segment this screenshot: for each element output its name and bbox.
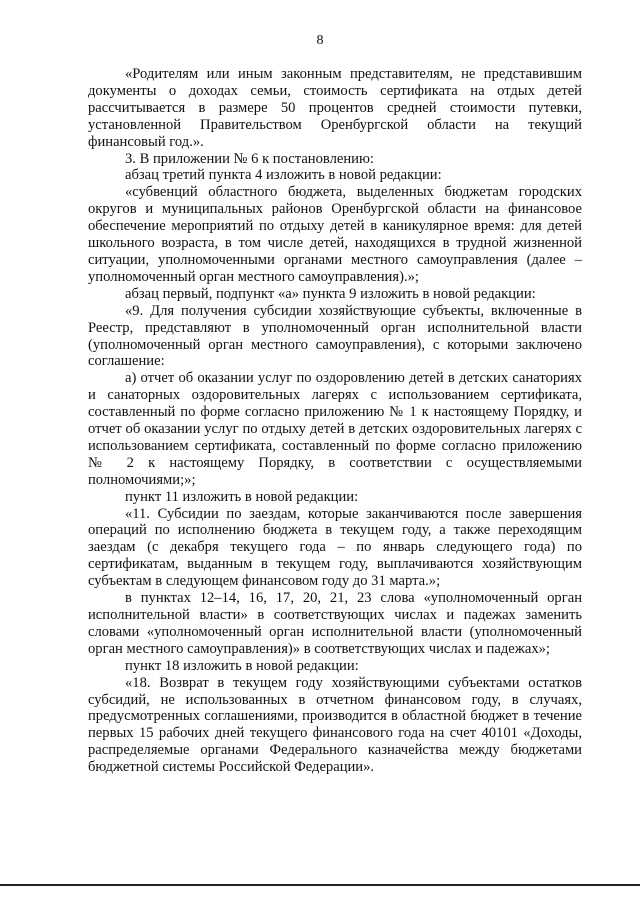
paragraph: абзац первый, подпункт «а» пункта 9 изложить в новой редакции: bbox=[125, 285, 536, 302]
paragraph: абзац третий пункта 4 изложить в новой редакции: bbox=[125, 167, 442, 184]
paragraph: «субвенций областного бюджета, выделенных бюджетам городских округов и муниципальных районов Оренбургской области на финансовое обеспечение мероприятий по отдыху детей в каникулярное время: для детей школьного возраста, в том числе детей, находящихся в трудной жизненной ситуации, уполномоченными органами местного самоуправления (далее – уполномоченный орган местного самоуправления).»; bbox=[88, 184, 582, 285]
paragraph: «9. Для получения субсидии хозяйствующие субъекты, включенные в Реестр, представляют в уполномоченный орган исполнительной власти (уполномоченный орган местного самоуправления), с которыми заключено соглашение: bbox=[88, 302, 582, 370]
paragraph: 3. В приложении № 6 к постановлению: bbox=[125, 150, 374, 167]
document-body bbox=[88, 66, 582, 776]
paragraph: «11. Субсидии по заездам, которые заканчиваются после завершения операций по исполнению бюджета в текущем году, а также переходящим заездам (с декабря текущего года – по январь следующего года) по сертификатам, выданным в текущем году, выплачиваются хозяйствующим субъектам в следующем финансовом году до 31 марта.»; bbox=[88, 505, 582, 590]
page-number: 8 bbox=[316, 33, 324, 48]
paragraph: пункт 11 изложить в новой редакции: bbox=[125, 488, 359, 505]
paragraph: в пунктах 12–14, 16, 17, 20, 21, 23 слова «уполномоченный орган исполнительной власти» в соответствующих числах и падежах заменить словами «уполномоченный орган исполнительной власти (уполномоченный орган местного самоуправления)» в соответствующих числах и падежах»; bbox=[88, 590, 582, 657]
paragraph: «Родителям или иным законным представителям, не представившим документы о доходах семьи, стоимость сертификата на отдых детей рассчитывается в размере 50 процентов средней стоимости путевки, установленной Правительством Оренбургской области на текущий финансовый год.». bbox=[88, 66, 582, 150]
bottom-scan-border bbox=[0, 884, 640, 886]
paragraph: «18. Возврат в текущем году хозяйствующими субъектами остатков субсидий, не использованных в отчетном финансовом году, в случаях, предусмотренных соглашениями, производится в областной бюджет в течение первых 15 рабочих дней текущего финансового года на счет 40101 «Доходы, распределяемые органами Федерального казначейства между бюджетами бюджетной системы Российской Федерации». bbox=[88, 674, 582, 776]
paragraph: пункт 18 изложить в новой редакции: bbox=[125, 657, 359, 674]
paragraph: а) отчет об оказании услуг по оздоровлению детей в детских санаториях и санаторных оздоровительных лагерях с использованием сертификата, составленный по форме согласно приложению № 1 к настоящему Порядку, и отчет об оказании услуг по отдыху детей в детских оздоровительных лагерях с использованием сертификата, составленный по форме согласно приложению № 2 к настоящему Порядку, в соответствии с осуществляемыми полномочиями;»; bbox=[88, 370, 582, 488]
